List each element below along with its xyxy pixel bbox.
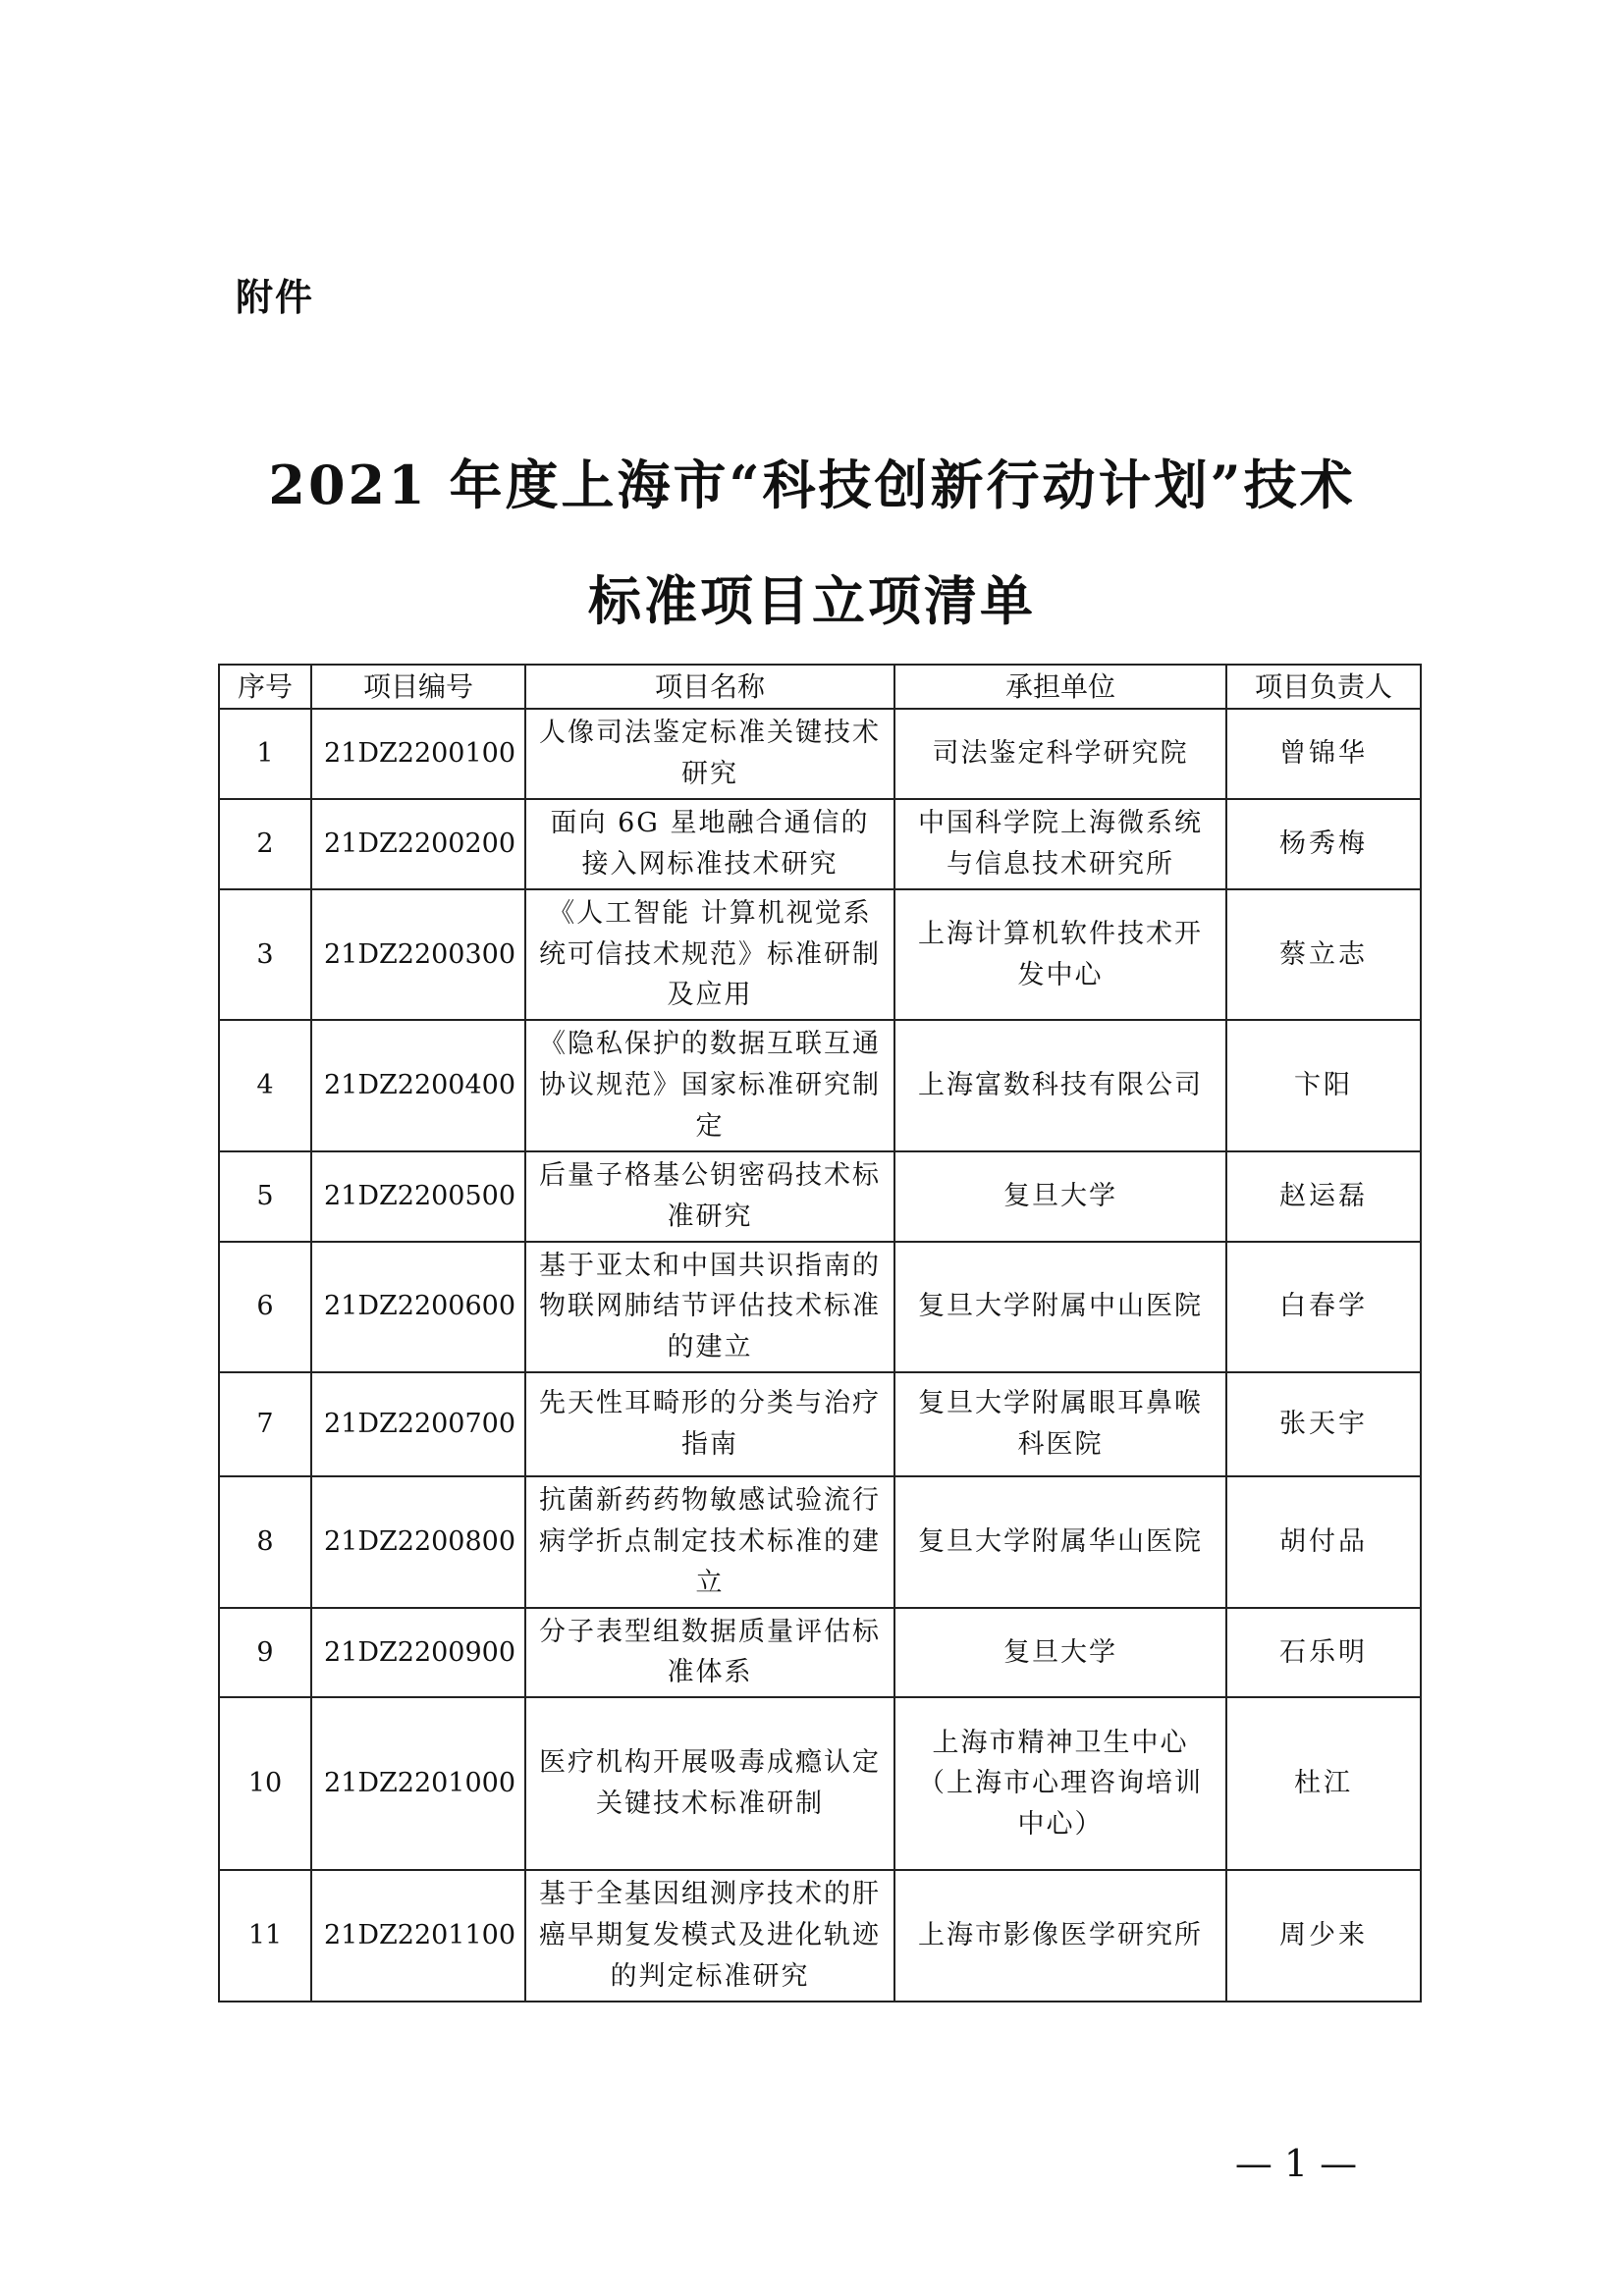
cell-index: 10 [219,1697,311,1870]
cell-index: 8 [219,1476,311,1608]
cell-code: 21DZ2200400 [311,1020,525,1151]
table-row [219,1020,1421,1151]
cell-person: 蔡立志 [1226,889,1421,1021]
cell-index: 3 [219,889,311,1021]
cell-index: 9 [219,1608,311,1698]
cell-org: 上海市精神卫生中心（上海市心理咨询培训中心） [894,1697,1226,1870]
table-row [219,1372,1421,1476]
cell-org: 司法鉴定科学研究院 [894,709,1226,799]
table-header-row [219,665,1421,709]
cell-org: 复旦大学附属华山医院 [894,1476,1226,1608]
cell-code: 21DZ2201100 [311,1870,525,2002]
cell-code: 21DZ2200700 [311,1372,525,1476]
cell-code: 21DZ2200500 [311,1151,525,1242]
document-title-line-1: 2021 年度上海市“科技创新行动计划”技术 [268,454,1356,516]
cell-name: 抗菌新药药物敏感试验流行病学折点制定技术标准的建立 [525,1476,894,1608]
document-title-line-2: 标准项目立项清单 [588,569,1036,632]
cell-code: 21DZ2200600 [311,1242,525,1373]
cell-code: 21DZ2200300 [311,889,525,1021]
cell-name: 基于亚太和中国共识指南的物联网肺结节评估技术标准的建立 [525,1242,894,1373]
cell-org: 复旦大学 [894,1151,1226,1242]
cell-code: 21DZ2200200 [311,799,525,889]
header-code: 项目编号 [311,665,525,709]
attachment-label: 附件 [236,276,315,319]
table-row [219,1476,1421,1608]
cell-code: 21DZ2201000 [311,1697,525,1870]
cell-index: 6 [219,1242,311,1373]
cell-org: 复旦大学附属中山医院 [894,1242,1226,1373]
cell-index: 5 [219,1151,311,1242]
cell-name: 基于全基因组测序技术的肝癌早期复发模式及进化轨迹的判定标准研究 [525,1870,894,2002]
table-row [219,1608,1421,1698]
cell-name: 人像司法鉴定标准关键技术研究 [525,709,894,799]
cell-org: 复旦大学附属眼耳鼻喉科医院 [894,1372,1226,1476]
cell-org: 上海计算机软件技术开发中心 [894,889,1226,1021]
cell-index: 2 [219,799,311,889]
table-row [219,889,1421,1021]
cell-person: 赵运磊 [1226,1151,1421,1242]
header-index: 序号 [219,665,311,709]
table-row [219,799,1421,889]
table-row [219,1697,1421,1870]
cell-person: 曾锦华 [1226,709,1421,799]
cell-code: 21DZ2200900 [311,1608,525,1698]
cell-name: 分子表型组数据质量评估标准体系 [525,1608,894,1698]
cell-person: 白春学 [1226,1242,1421,1373]
cell-name: 面向 6G 星地融合通信的接入网标准技术研究 [525,799,894,889]
cell-code: 21DZ2200800 [311,1476,525,1608]
cell-name: 《隐私保护的数据互联互通协议规范》国家标准研究制定 [525,1020,894,1151]
cell-person: 周少来 [1226,1870,1421,2002]
cell-org: 复旦大学 [894,1608,1226,1698]
cell-org: 上海富数科技有限公司 [894,1020,1226,1151]
cell-index: 7 [219,1372,311,1476]
cell-person: 张天宇 [1226,1372,1421,1476]
cell-index: 11 [219,1870,311,2002]
cell-index: 1 [219,709,311,799]
cell-index: 4 [219,1020,311,1151]
page-number: — 1 — [1234,2142,1358,2185]
cell-person: 杨秀梅 [1226,799,1421,889]
cell-name: 《人工智能 计算机视觉系统可信技术规范》标准研制及应用 [525,889,894,1021]
table-row [219,709,1421,799]
table-row [219,1870,1421,2002]
table-row [219,1151,1421,1242]
cell-person: 杜江 [1226,1697,1421,1870]
table-row [219,1242,1421,1373]
cell-person: 胡付品 [1226,1476,1421,1608]
header-org: 承担单位 [894,665,1226,709]
cell-name: 先天性耳畸形的分类与治疗指南 [525,1372,894,1476]
cell-org: 中国科学院上海微系统与信息技术研究所 [894,799,1226,889]
cell-org: 上海市影像医学研究所 [894,1870,1226,2002]
header-person: 项目负责人 [1226,665,1421,709]
cell-person: 卞阳 [1226,1020,1421,1151]
cell-person: 石乐明 [1226,1608,1421,1698]
cell-name: 后量子格基公钥密码技术标准研究 [525,1151,894,1242]
cell-code: 21DZ2200100 [311,709,525,799]
cell-name: 医疗机构开展吸毒成瘾认定关键技术标准研制 [525,1697,894,1870]
header-name: 项目名称 [525,665,894,709]
project-table [218,664,1422,2002]
